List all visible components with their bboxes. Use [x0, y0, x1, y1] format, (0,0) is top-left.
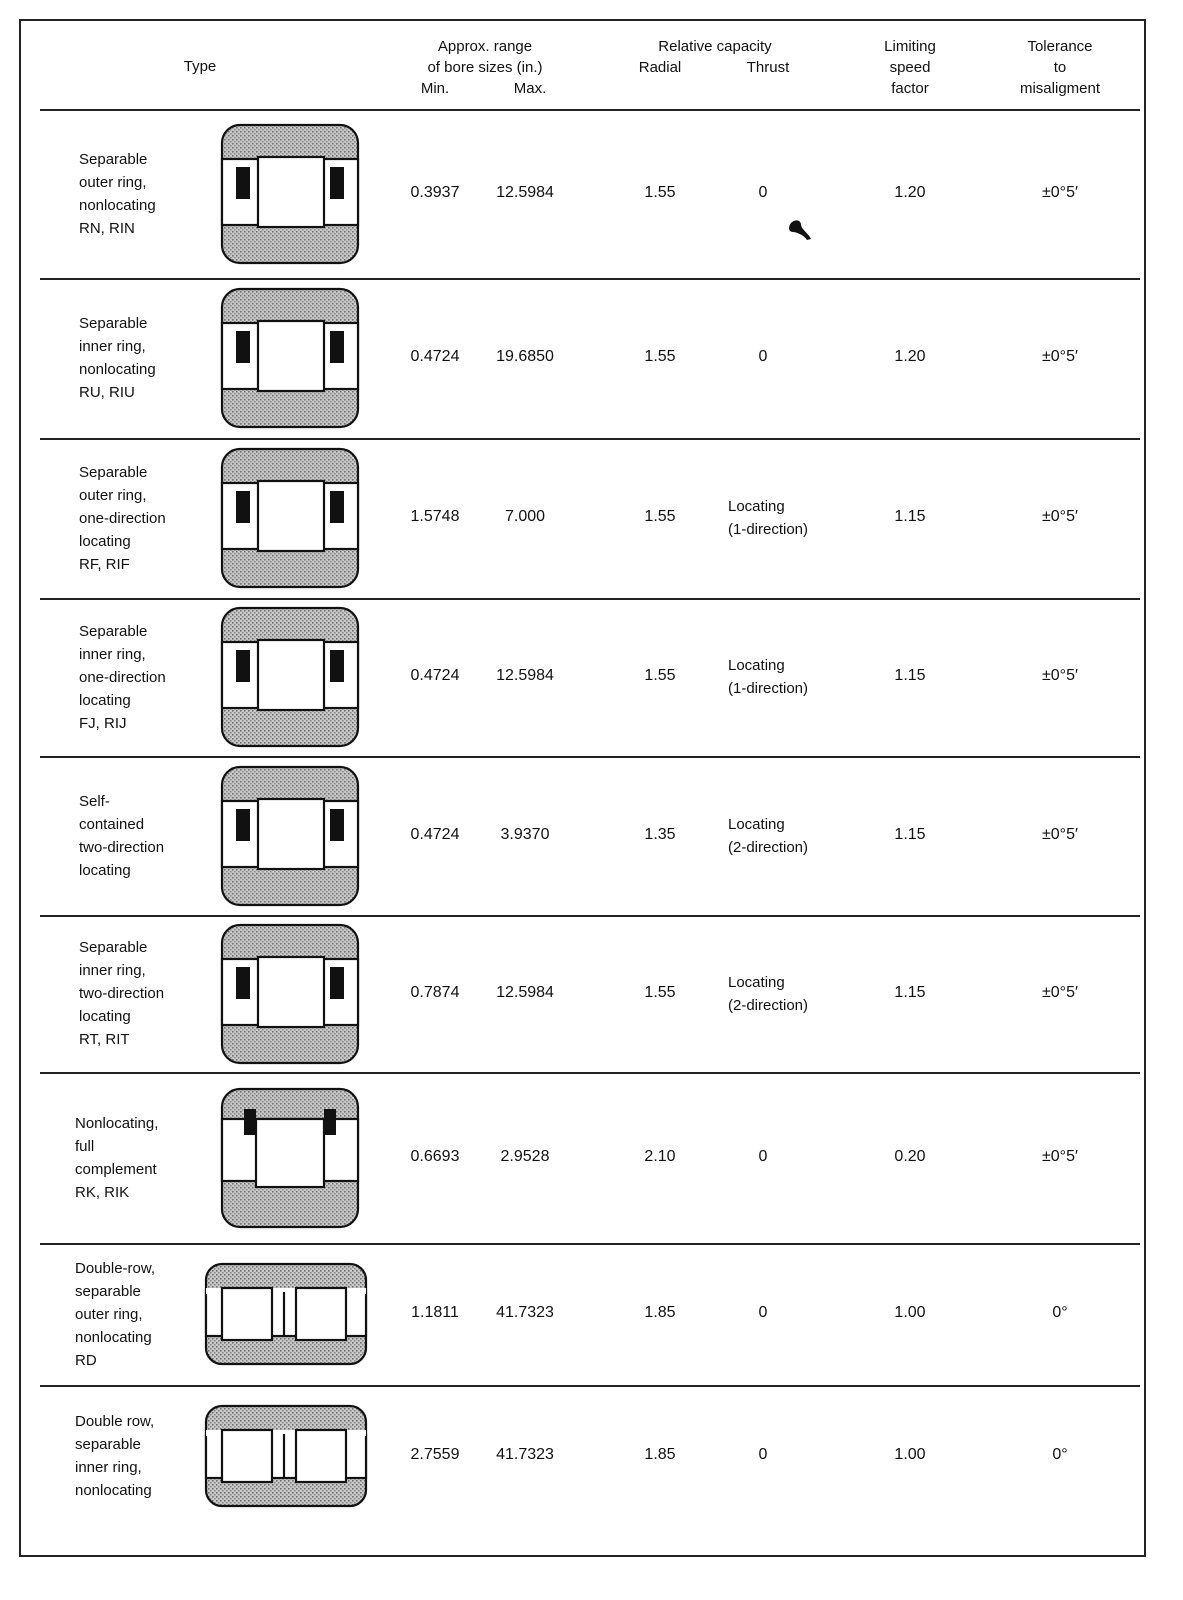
- header-speed-line2: speed: [889, 59, 931, 76]
- radial-value: 1.35: [644, 825, 676, 843]
- double-row-outer-bearing-icon: [204, 1262, 368, 1371]
- thrust-value: 0: [758, 1304, 768, 1321]
- two-direction-inner-bearing-icon: [220, 923, 360, 1070]
- header-bore-line2: of bore sizes (in.): [427, 59, 543, 76]
- max-value: 7.000: [504, 508, 546, 525]
- min-value: 0.4724: [410, 825, 460, 843]
- separable-outer-ring-bearing-icon: [220, 123, 360, 270]
- header-speed-line3: factor: [891, 80, 929, 97]
- speed-factor-value: 1.20: [894, 348, 926, 365]
- row-divider: [40, 278, 1140, 280]
- min-value: 0.6693: [410, 1147, 460, 1165]
- min-value: 1.5748: [410, 508, 460, 525]
- max-value: 2.9528: [500, 1147, 550, 1165]
- scan-mark: [786, 216, 808, 238]
- row-type-label: Self- contained two-direction locating: [79, 792, 165, 879]
- row-divider: [40, 438, 1140, 440]
- radial-value: 1.55: [644, 184, 676, 201]
- row-type-label: Separable inner ring, one-direction locating FJ, RIJ: [79, 622, 166, 732]
- max-value: 41.7323: [496, 1304, 554, 1321]
- row-divider: [40, 915, 1140, 917]
- header-rule: [40, 109, 1140, 111]
- header-relative-capacity: Relative capacity: [658, 38, 772, 55]
- tolerance-value: ±0°5′: [1042, 983, 1078, 1001]
- row-type-label: Separable inner ring, two-direction locating RT, RIT: [79, 939, 165, 1048]
- max-value: 41.7323: [496, 1446, 554, 1463]
- radial-value: 1.55: [644, 348, 676, 365]
- row-type-label: Separable outer ring, one-direction locating RF, RIF: [79, 463, 166, 573]
- speed-factor-value: 1.15: [894, 667, 926, 684]
- header-tolerance-line1: Tolerance: [1027, 38, 1093, 55]
- tolerance-value: ±0°5′: [1042, 184, 1078, 201]
- tolerance-value: 0°: [1052, 1446, 1068, 1463]
- self-contained-bearing-icon: [220, 765, 360, 912]
- max-value: 12.5984: [496, 983, 554, 1001]
- radial-value: 2.10: [644, 1147, 676, 1165]
- speed-factor-value: 1.15: [894, 983, 926, 1001]
- one-direction-inner-bearing-icon: [220, 606, 360, 753]
- radial-value: 1.55: [644, 667, 676, 684]
- row-divider: [40, 1072, 1140, 1074]
- header-tolerance-line3: misaligment: [1019, 80, 1101, 97]
- thrust-value: 0: [758, 1147, 768, 1165]
- min-value: 1.1811: [411, 1304, 459, 1321]
- speed-factor-value: 1.00: [894, 1446, 926, 1463]
- row-type-label: Nonlocating, full complement RK, RIK: [75, 1114, 159, 1201]
- row-divider: [40, 756, 1140, 758]
- tolerance-value: ±0°5′: [1042, 348, 1078, 365]
- tolerance-value: ±0°5′: [1042, 1147, 1078, 1165]
- radial-value: 1.85: [644, 1446, 676, 1463]
- header-max: Max.: [513, 80, 547, 97]
- thrust-value: Locating (2-direction): [728, 973, 809, 1014]
- radial-value: 1.55: [644, 983, 676, 1001]
- row-divider: [40, 1385, 1140, 1387]
- header-tolerance-line2: to: [1053, 59, 1067, 76]
- row-type-label: Double row, separable inner ring, nonlocating: [75, 1413, 155, 1499]
- min-value: 2.7559: [410, 1446, 460, 1463]
- speed-factor-value: 0.20: [894, 1147, 926, 1165]
- speed-factor-value: 1.15: [894, 825, 926, 843]
- one-direction-outer-bearing-icon: [220, 447, 360, 594]
- row-type-label: Separable inner ring, nonlocating RU, RIU: [79, 315, 156, 401]
- thrust-value: Locating (1-direction): [728, 498, 809, 538]
- header-bore-line1: Approx. range: [437, 38, 533, 55]
- thrust-value: Locating (1-direction): [728, 657, 809, 697]
- row-divider: [40, 598, 1140, 600]
- tolerance-value: ±0°5′: [1042, 825, 1078, 843]
- full-complement-bearing-icon: [220, 1087, 360, 1234]
- row-type-label: Separable outer ring, nonlocating RN, RIN: [79, 151, 156, 237]
- max-value: 12.5984: [496, 667, 554, 684]
- thrust-value: 0: [758, 1446, 768, 1463]
- thrust-value: Locating (2-direction): [728, 815, 809, 856]
- speed-factor-value: 1.15: [894, 508, 926, 525]
- double-row-inner-bearing-icon: [204, 1404, 368, 1513]
- tolerance-value: ±0°5′: [1042, 667, 1078, 684]
- tolerance-value: ±0°5′: [1042, 508, 1078, 525]
- header-min: Min.: [420, 80, 450, 97]
- thrust-value: 0: [758, 184, 768, 201]
- header-radial: Radial: [638, 59, 682, 76]
- min-value: 0.7874: [410, 983, 460, 1001]
- tolerance-value: 0°: [1052, 1304, 1068, 1321]
- row-divider: [40, 1243, 1140, 1245]
- radial-value: 1.55: [644, 508, 676, 525]
- min-value: 0.4724: [410, 348, 460, 365]
- header-type: Type: [183, 58, 217, 75]
- max-value: 3.9370: [500, 825, 550, 843]
- min-value: 0.4724: [410, 667, 460, 684]
- speed-factor-value: 1.00: [894, 1304, 926, 1321]
- header-speed-line1: Limiting: [884, 38, 936, 55]
- radial-value: 1.85: [644, 1304, 676, 1321]
- thrust-value: 0: [758, 348, 768, 365]
- max-value: 12.5984: [496, 184, 554, 201]
- separable-inner-ring-bearing-icon: [220, 287, 360, 434]
- row-type-label: Double-row, separable outer ring, nonlocating RD: [75, 1259, 156, 1369]
- header-thrust: Thrust: [746, 59, 790, 76]
- max-value: 19.6850: [496, 348, 554, 365]
- speed-factor-value: 1.20: [894, 184, 926, 201]
- table-frame: [19, 19, 1146, 1557]
- min-value: 0.3937: [410, 184, 460, 201]
